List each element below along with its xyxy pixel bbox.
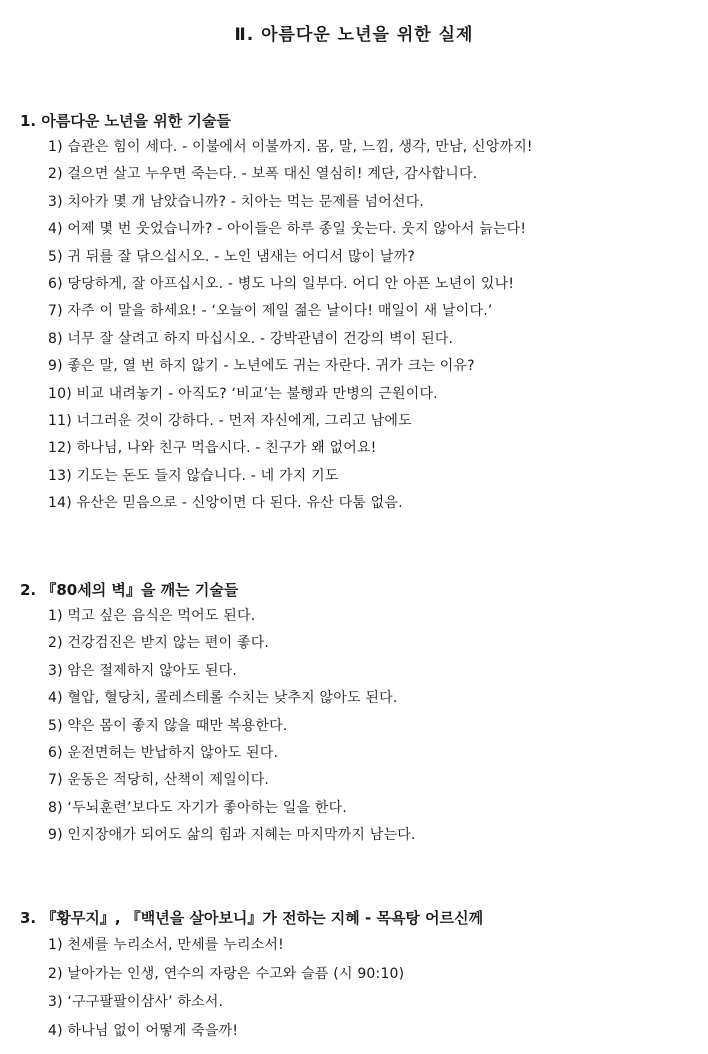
section-wisdom	[20, 905, 700, 1045]
list-item: 14) 유산은 믿음으로 - 신앙이면 다 된다. 유산 다툼 없음.	[48, 495, 403, 512]
list-item: 5) 귀 뒤를 잘 닦으십시오. - 노인 냄새는 어디서 많이 날까?	[48, 248, 416, 265]
list-item: 9) 인지장애가 되어도 삶의 힘과 지혜는 마지막까지 남는다.	[48, 827, 416, 844]
list-item: 2) 건강검진은 받지 않는 편이 좋다.	[48, 635, 270, 652]
list-item: 7) 자주 이 말을 하세요! - ‘오늘이 제일 젊은 날이다! 매일이 새 날이다.’	[48, 303, 493, 320]
section-heading: 1. 아름다운 노년을 위한 기술들	[20, 112, 231, 130]
list-item: 9) 좋은 말, 열 번 하지 않기 - 노년에도 귀는 자란다. 귀가 크는 이유?	[48, 358, 475, 375]
list-item: 8) ‘두뇌훈련’보다도 자기가 좋아하는 일을 한다.	[48, 799, 348, 816]
list-item: 11) 너그러운 것이 강하다. - 먼저 자신에게, 그리고 남에도	[48, 412, 412, 429]
list-item: 6) 운전면허는 반납하지 않아도 된다.	[48, 744, 279, 761]
page-title: Ⅱ. 아름다운 노년을 위한 실제	[234, 25, 474, 45]
list-item: 8) 너무 잘 살려고 하지 마십시오. - 강박관념이 건강의 벽이 된다.	[48, 330, 454, 347]
section-heading: 2. 『80세의 벽』을 깨는 기술들	[20, 581, 239, 599]
list-item: 4) 혈압, 혈당치, 콜레스테롤 수치는 낮추지 않아도 된다.	[48, 690, 398, 707]
section-80-wall	[20, 577, 700, 850]
list-item: 5) 약은 몸이 좋지 않을 때만 복용한다.	[48, 717, 288, 734]
list-item: 4) 하나님 없이 어떻게 죽을까!	[48, 1022, 239, 1039]
list-item: 6) 당당하게, 잘 아프십시오. - 병도 나의 일부다. 어디 안 아픈 노년이 있나!	[48, 275, 515, 292]
list-item: 3) 암은 절제하지 않아도 된다.	[48, 662, 237, 679]
section-techniques	[20, 108, 700, 517]
list-item: 7) 운동은 적당히, 산책이 제일이다.	[48, 772, 270, 789]
list-item: 2) 걸으면 살고 누우면 죽는다. - 보폭 대신 열심히! 계단, 감사합니다.	[48, 166, 478, 183]
list-item: 1) 천세를 누리소서, 만세를 누리소서!	[48, 937, 284, 953]
list-item: 10) 비교 내려놓기 - 아직도? ‘비교’는 불행과 만병의 근원이다.	[48, 385, 438, 402]
list-item: 12) 하나님, 나와 친구 먹읍시다. - 친구가 왜 없어요!	[48, 440, 377, 457]
list-item: 1) 습관은 힘이 세다. - 이불에서 이불까지. 몸, 말, 느낌, 생각, 만남, 신앙까지!	[48, 139, 533, 155]
section-heading: 3. 『황무지』, 『백년을 살아보니』가 전하는 지혜 - 목욕탕 어르신께	[20, 909, 484, 927]
list-item: 3) 치아가 몇 개 남았습니까? - 치아는 먹는 문제를 넘어선다.	[48, 193, 425, 210]
list-item: 2) 날아가는 인생, 연수의 자랑은 수고와 슬픔 (시 90:10)	[48, 965, 405, 982]
list-item: 1) 먹고 싶은 음식은 먹어도 된다.	[48, 608, 256, 624]
list-item: 4) 어제 몇 번 웃었습니까? - 아이들은 하루 종일 웃는다. 웃지 않아서 늙는다!	[48, 221, 527, 238]
list-item: 3) ‘구구팔팔이삼사’ 하소서.	[48, 994, 224, 1010]
list-item: 13) 기도는 돈도 들지 않습니다. - 네 가지 기도	[48, 467, 339, 484]
